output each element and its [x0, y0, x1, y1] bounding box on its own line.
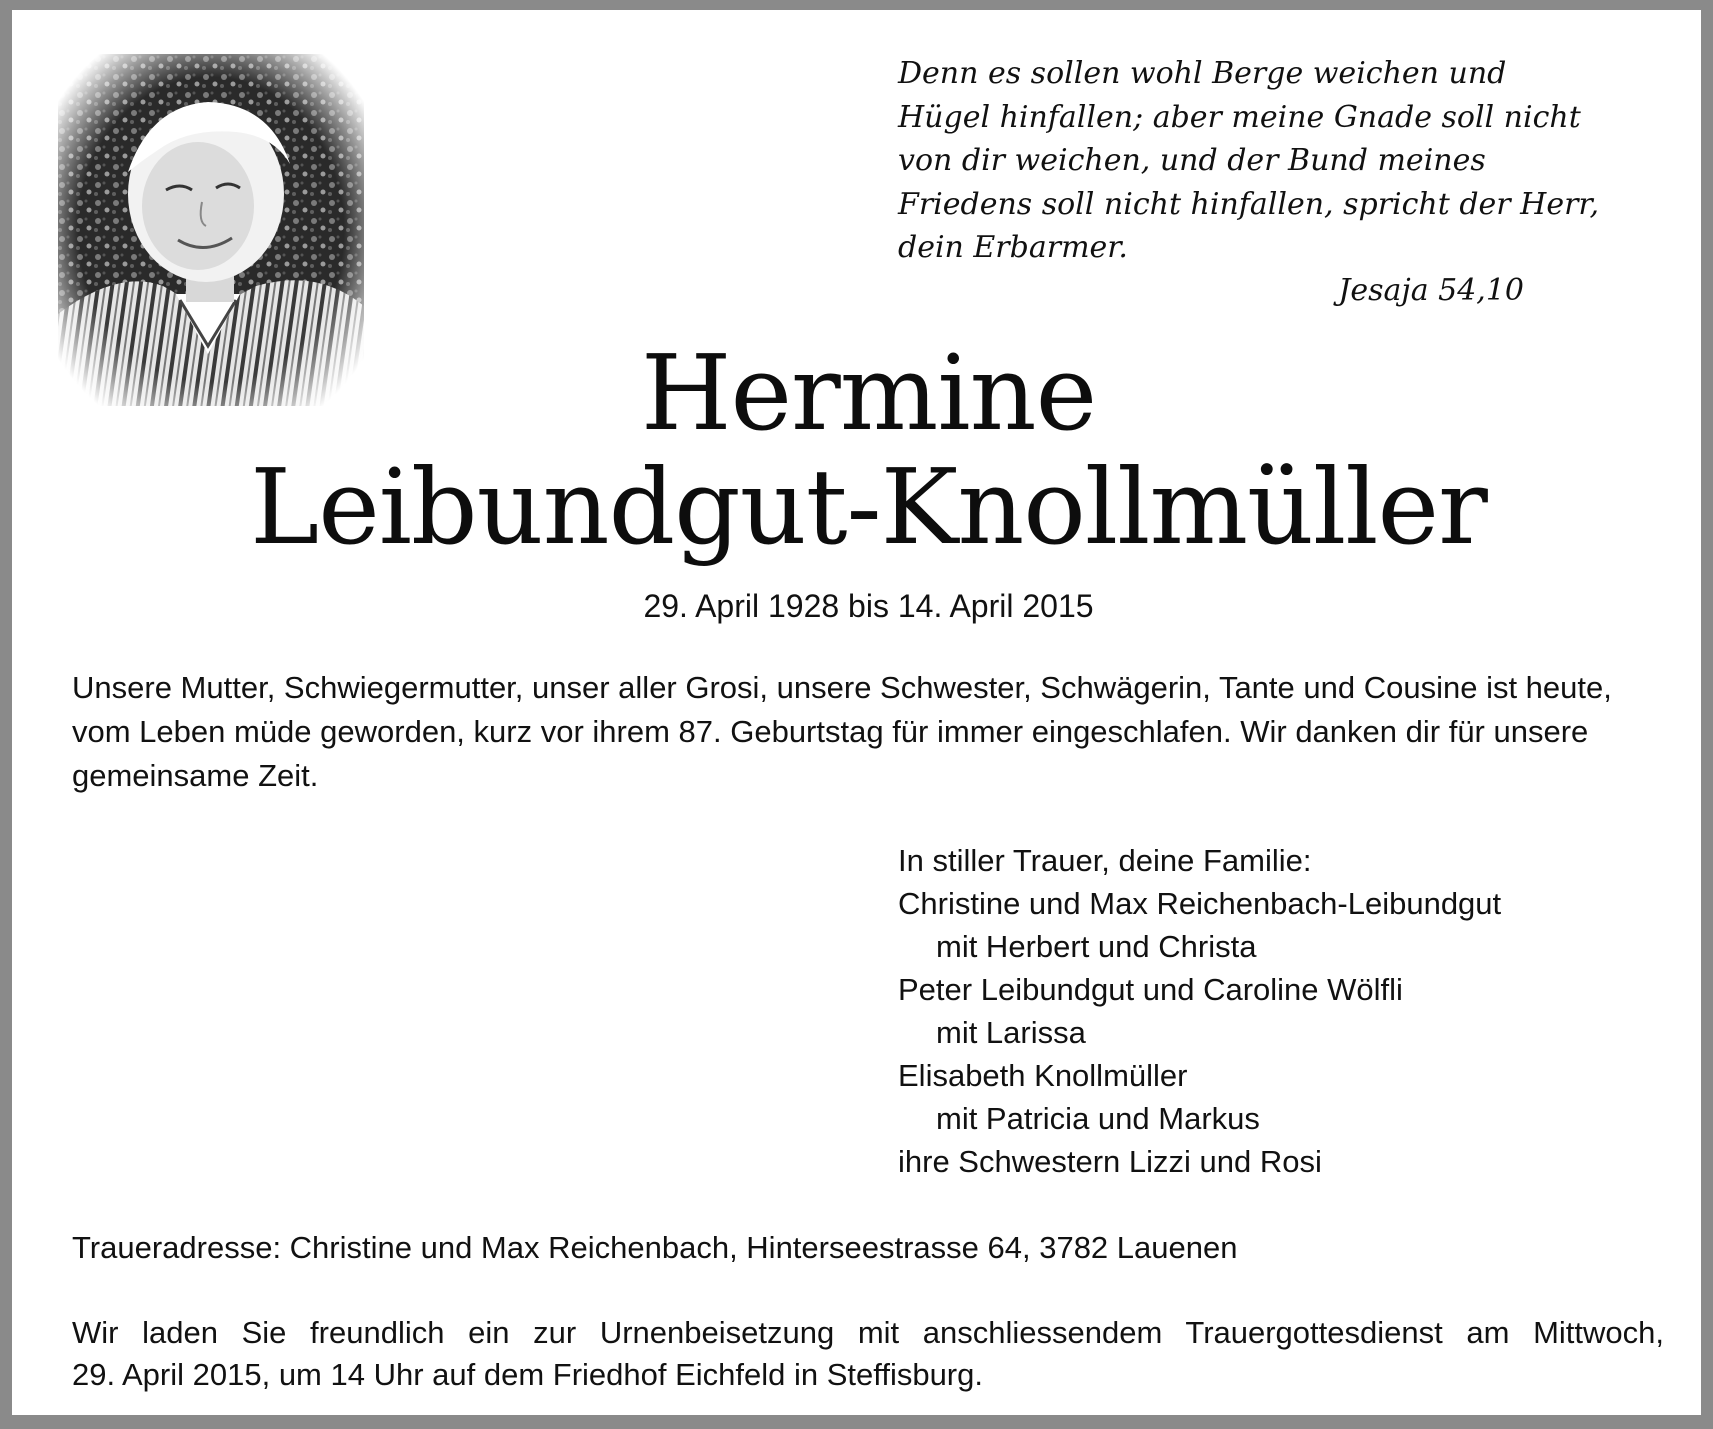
family-member: Christine und Max Reichenbach-Leibundgut [898, 886, 1502, 921]
mourning-address: Traueradresse: Christine und Max Reichenbach, Hinterseestrasse 64, 3782 Lauenen [72, 1230, 1238, 1265]
deceased-first-name: Hermine [640, 332, 1097, 454]
life-dates: 29. April 1928 bis 14. April 2015 [643, 588, 1094, 624]
quote-line: Denn es sollen wohl Berge weichen und [898, 56, 1507, 91]
family-member: mit Patricia und Markus [936, 1101, 1260, 1136]
invitation-line: Wir laden Sie freundlich ein zur Urnenbeisetzung mit anschliessendem Trauergottesdienst am Mittwoch, [72, 1315, 1664, 1350]
message-line: vom Leben müde geworden, kurz vor ihrem 87. Geburtstag für immer eingeschlafen. Wir danken dir für unsere [72, 714, 1589, 749]
quote-line: Hügel hinfallen; aber meine Gnade soll nicht [898, 99, 1581, 135]
quote-line: dein Erbarmer. [898, 230, 1128, 265]
family-member: mit Larissa [936, 1015, 1086, 1050]
quote-source: Jesaja 54,10 [1338, 273, 1524, 308]
funeral-invitation [72, 1312, 1664, 1396]
message-line: gemeinsame Zeit. [72, 758, 319, 793]
message-line: Unsere Mutter, Schwiegermutter, unser aller Grosi, unsere Schwester, Schwägerin, Tante und Cousine ist heute, [72, 670, 1612, 705]
family-member: mit Herbert und Christa [936, 929, 1257, 964]
deceased-last-name: Leibundgut-Knollmüller [250, 446, 1487, 568]
obituary-message [72, 666, 1672, 798]
bible-quote [898, 52, 1600, 270]
quote-line: von dir weichen, und der Bund meines [898, 143, 1486, 178]
family-member: ihre Schwestern Lizzi und Rosi [898, 1144, 1322, 1179]
mourning-family [898, 839, 1678, 1183]
family-intro: In stiller Trauer, deine Familie: [898, 843, 1312, 878]
quote-line: Friedens soll nicht hinfallen, spricht der Herr, [898, 186, 1600, 222]
invitation-line: 29. April 2015, um 14 Uhr auf dem Friedhof Eichfeld in Steffisburg. [72, 1357, 983, 1392]
family-member: Peter Leibundgut und Caroline Wölfli [898, 972, 1403, 1007]
family-member: Elisabeth Knollmüller [898, 1058, 1188, 1093]
